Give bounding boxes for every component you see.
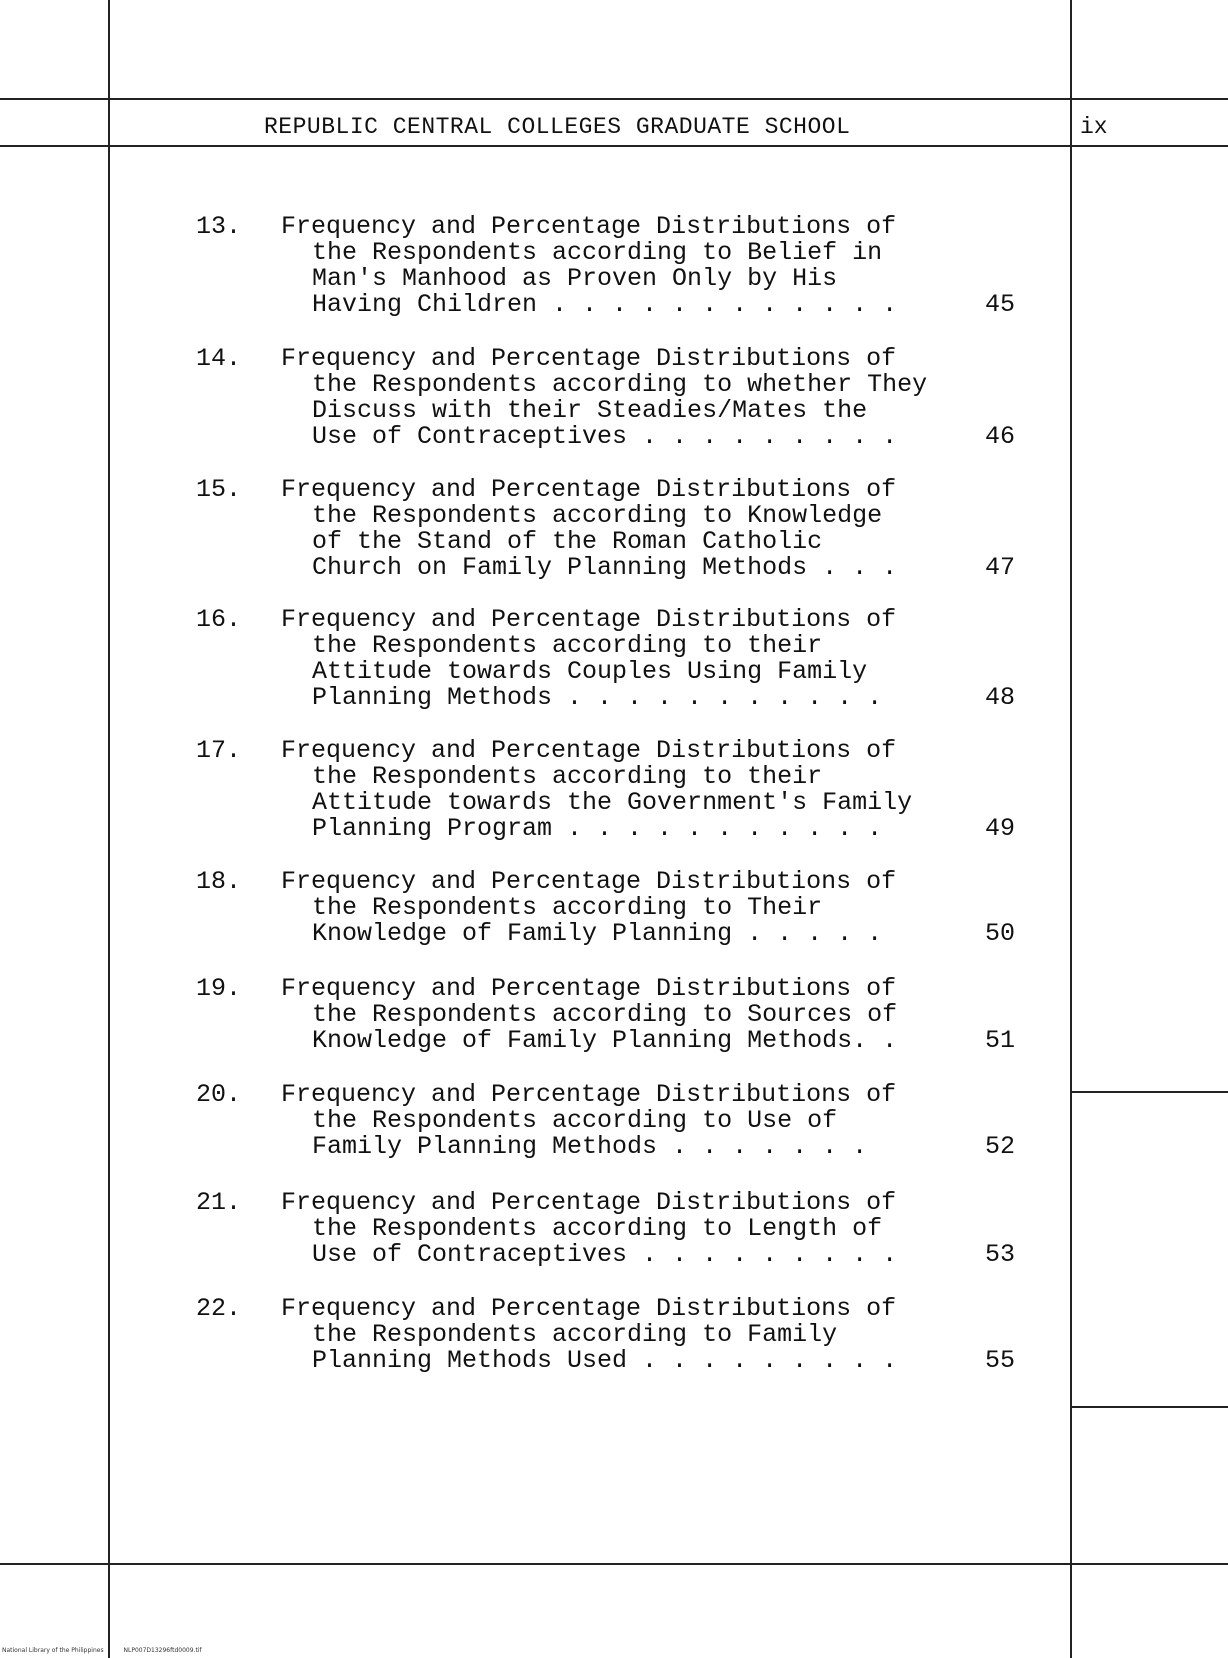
entry-line: Frequency and Percentage Distributions of <box>281 736 897 765</box>
entry-title <box>281 869 961 947</box>
entry-line: Frequency and Percentage Distributions of <box>281 605 897 634</box>
entry-line: Use of Contraceptives . . . . . . . . . <box>312 422 898 451</box>
entry-number: 19. <box>196 974 242 1003</box>
entry-line: Planning Methods Used . . . . . . . . . <box>312 1346 898 1375</box>
entry-line: Family Planning Methods . . . . . . . <box>312 1132 868 1161</box>
scan-file-id: NLP007D13296ftd0009.tif <box>123 1647 202 1654</box>
entry-number: 21. <box>196 1188 242 1217</box>
margin-tick-lower <box>1070 1406 1228 1408</box>
entry-number: 20. <box>196 1080 242 1109</box>
entry-line: the Respondents according to their <box>312 762 823 791</box>
entry-title <box>281 1296 961 1374</box>
entry-line: Planning Methods . . . . . . . . . . . <box>312 683 883 712</box>
entry-line: Frequency and Percentage Distributions of <box>281 212 897 241</box>
entry-line: Frequency and Percentage Distributions of <box>281 867 897 896</box>
entry-line: the Respondents according to Belief in <box>312 238 883 267</box>
entry-page-number: 47 <box>985 553 1016 582</box>
entry-line: the Respondents according to Knowledge <box>312 501 883 530</box>
entry-page-number: 51 <box>985 1026 1016 1055</box>
entry-line: Frequency and Percentage Distributions of <box>281 1080 897 1109</box>
entry-line: the Respondents according to Sources of <box>312 1000 898 1029</box>
entry-title <box>281 1190 961 1268</box>
entry-page-number: 46 <box>985 422 1016 451</box>
right-margin-line <box>1070 0 1072 1658</box>
entry-line: Frequency and Percentage Distributions of <box>281 974 897 1003</box>
entry-line: Use of Contraceptives . . . . . . . . . <box>312 1240 898 1269</box>
entry-line: the Respondents according to Length of <box>312 1214 883 1243</box>
entry-line: Frequency and Percentage Distributions of <box>281 1188 897 1217</box>
entry-line: Frequency and Percentage Distributions of <box>281 344 897 373</box>
entry-number: 13. <box>196 212 242 241</box>
entry-page-number: 55 <box>985 1346 1016 1375</box>
entry-title <box>281 976 961 1054</box>
entry-line: the Respondents according to Family <box>312 1320 838 1349</box>
entry-line: the Respondents according to whether They <box>312 370 928 399</box>
entry-page-number: 53 <box>985 1240 1016 1269</box>
entry-number: 17. <box>196 736 242 765</box>
entry-line: Church on Family Planning Methods . . . <box>312 553 898 582</box>
header-top-line <box>0 98 1228 100</box>
entry-number: 14. <box>196 344 242 373</box>
entry-line: Planning Program . . . . . . . . . . . <box>312 814 883 843</box>
entry-number: 22. <box>196 1294 242 1323</box>
entry-title <box>281 214 961 318</box>
entry-number: 15. <box>196 475 242 504</box>
entry-line: Frequency and Percentage Distributions of <box>281 1294 897 1323</box>
entry-page-number: 45 <box>985 290 1016 319</box>
entry-line: of the Stand of the Roman Catholic <box>312 527 823 556</box>
entry-title <box>281 738 961 842</box>
entry-page-number: 48 <box>985 683 1016 712</box>
entry-page-number: 52 <box>985 1132 1016 1161</box>
entry-line: the Respondents according to their <box>312 631 823 660</box>
entry-line: Knowledge of Family Planning . . . . . <box>312 919 883 948</box>
entry-line: the Respondents according to Their <box>312 893 823 922</box>
entry-title <box>281 346 961 450</box>
page-header-title: REPUBLIC CENTRAL COLLEGES GRADUATE SCHOOL <box>264 114 851 140</box>
entry-line: Frequency and Percentage Distributions of <box>281 475 897 504</box>
entry-page-number: 50 <box>985 919 1016 948</box>
header-bottom-line <box>0 145 1228 147</box>
entry-line: Attitude towards Couples Using Family <box>312 657 868 686</box>
entry-number: 16. <box>196 605 242 634</box>
entry-title <box>281 477 961 581</box>
footer-line <box>0 1563 1228 1565</box>
entry-line: Having Children . . . . . . . . . . . . <box>312 290 898 319</box>
entry-line: Attitude towards the Government's Family <box>312 788 913 817</box>
entry-page-number: 49 <box>985 814 1016 843</box>
scan-footer <box>2 1647 220 1654</box>
entry-title <box>281 607 961 711</box>
entry-line: Discuss with their Steadies/Mates the <box>312 396 868 425</box>
entry-title <box>281 1082 961 1160</box>
margin-tick-upper <box>1070 1091 1228 1093</box>
entry-line: Man's Manhood as Proven Only by His <box>312 264 838 293</box>
library-credit: National Library of the Philippines <box>2 1647 104 1654</box>
entry-line: Knowledge of Family Planning Methods. . <box>312 1026 898 1055</box>
entry-number: 18. <box>196 867 242 896</box>
entry-line: the Respondents according to Use of <box>312 1106 838 1135</box>
left-margin-line <box>108 0 110 1658</box>
roman-page-number: ix <box>1080 114 1108 140</box>
